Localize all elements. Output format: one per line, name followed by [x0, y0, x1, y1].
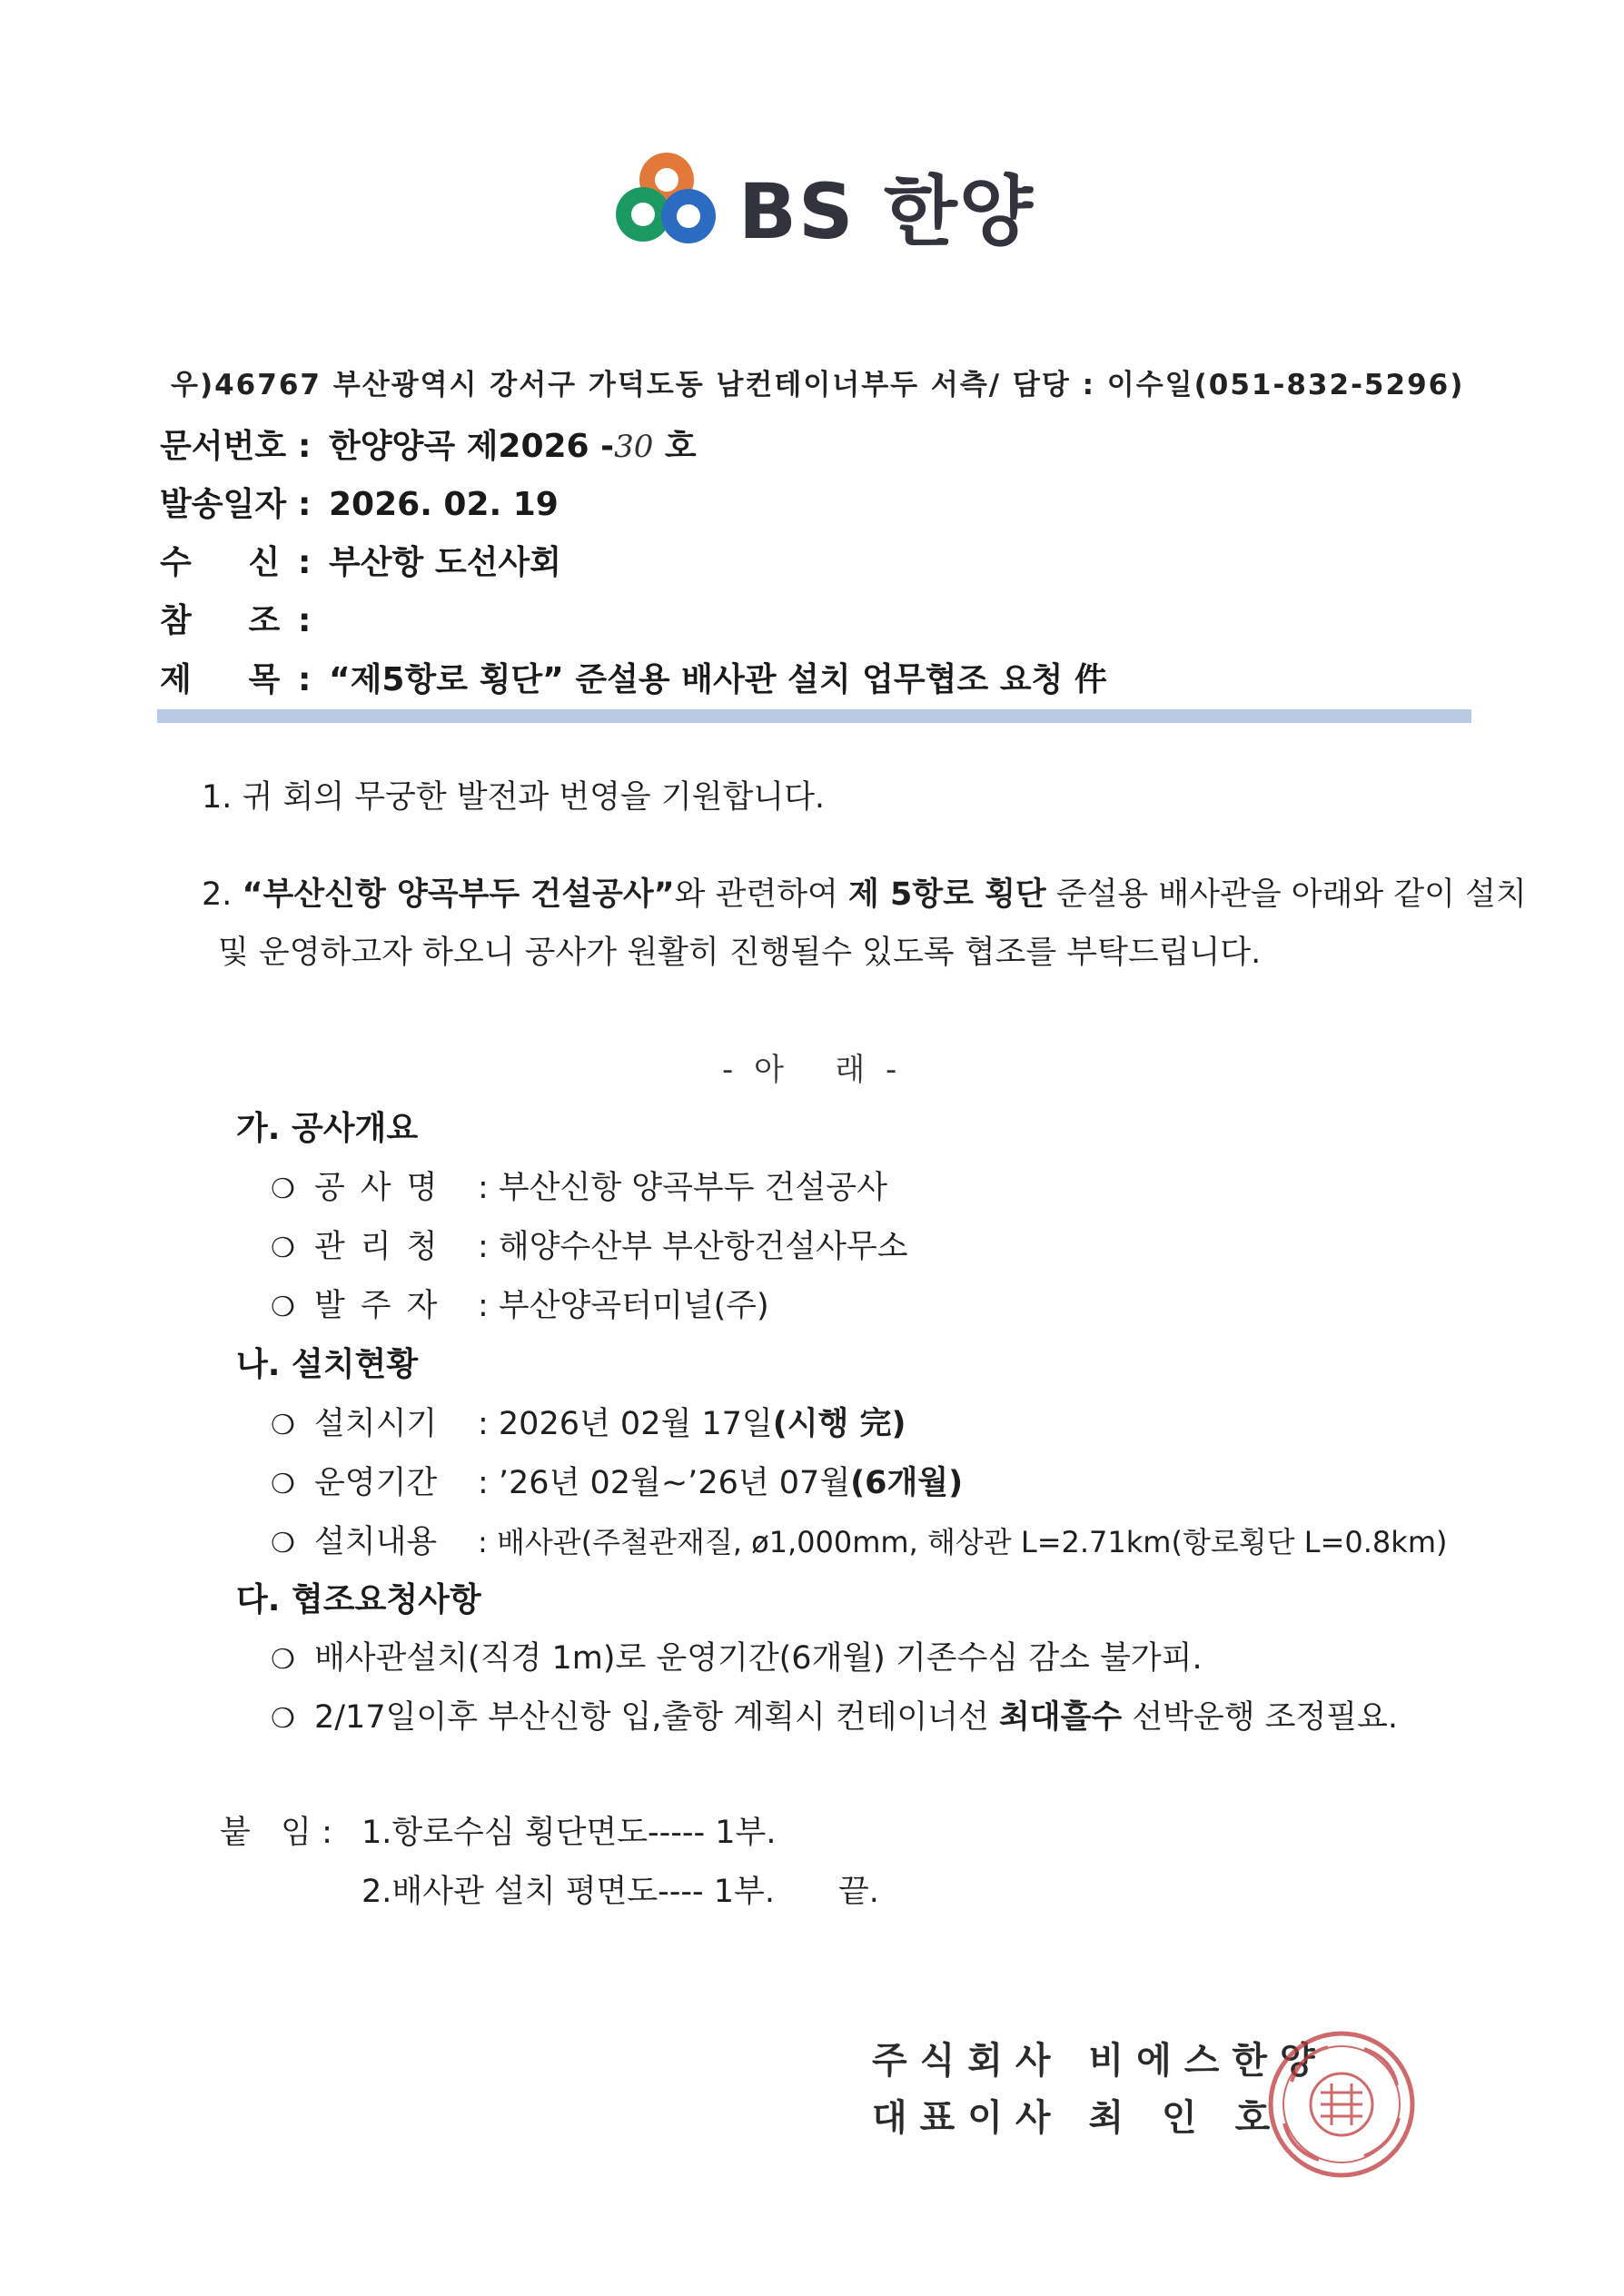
- bullet-icon: ❍: [271, 1703, 295, 1735]
- send-date-row: [160, 479, 559, 525]
- attachment-label: 붙 임 :: [220, 1815, 332, 1851]
- colon: :: [298, 486, 312, 523]
- list-item: [271, 1633, 1203, 1678]
- section-ga-title: 가. 공사개요: [236, 1110, 419, 1147]
- attachment-item-2: 2.배사관 설치 평면도---- 1부.: [361, 1874, 775, 1910]
- company-seal-icon: [1264, 2027, 1419, 2182]
- list-item: [271, 1163, 887, 1208]
- item-key: 설치내용: [314, 1524, 438, 1560]
- send-date-value: 2026. 02. 19: [329, 486, 559, 523]
- colon: :: [298, 602, 312, 639]
- p2-project-name: “부산신항 양곡부두 건설공사”: [242, 876, 675, 913]
- ceo-name: 대표이사 최 인 호: [872, 2097, 1283, 2139]
- sender-address: 우)46767 부산광역시 강서구 가덕도동 남컨테이너부두 서측/ 담당 : 이수일(051-832-5296): [171, 369, 1465, 401]
- item-key: 운영기간: [314, 1465, 438, 1501]
- item-text-suffix: 선박운행 조정필요.: [1122, 1699, 1399, 1736]
- doc-number-handwritten: 30: [614, 429, 654, 465]
- colon: :: [298, 544, 312, 581]
- item-key: 발주자: [314, 1288, 453, 1324]
- attachment-row-2: [361, 1866, 879, 1912]
- bullet-icon: ❍: [271, 1528, 295, 1559]
- doc-number-value: 한양양곡 제2026 -: [329, 428, 615, 465]
- item-value: : 2026년 02월 17일: [478, 1406, 773, 1442]
- item-key: 관리청: [314, 1229, 453, 1265]
- paragraph-2-line-1: [202, 869, 1527, 915]
- list-item: [271, 1222, 908, 1267]
- reference-label: 참 조: [160, 602, 281, 639]
- bullet-icon: ❍: [271, 1644, 295, 1676]
- doc-number-suffix: 호: [664, 428, 697, 465]
- item-note: (시행 完): [772, 1406, 906, 1442]
- item-emphasis: 최대흘수: [998, 1699, 1123, 1736]
- p2-mid: 와 관련하여: [674, 876, 848, 913]
- item-value: : 부산양곡터미널(주): [478, 1288, 769, 1324]
- bullet-icon: ❍: [271, 1469, 295, 1500]
- header-divider: [157, 709, 1471, 723]
- doc-number-row: [160, 421, 697, 467]
- subject-label: 제 목: [160, 661, 281, 698]
- bullet-icon: ❍: [271, 1173, 295, 1205]
- list-item: [271, 1399, 906, 1444]
- item-text: 배사관설치(직경 1m)로 운영기간(6개월) 기존수심 감소 불가피.: [314, 1640, 1203, 1677]
- bullet-icon: ❍: [271, 1292, 295, 1323]
- attachment-item-1: 1.항로수심 횡단면도----- 1부.: [361, 1815, 777, 1851]
- subject-row: [160, 654, 1107, 700]
- send-date-label: 발송일자: [160, 486, 287, 523]
- company-logo: [607, 144, 1035, 256]
- item-value: : 배사관(주철관재질, ø1,000mm, 해상관 L=2.71km(항로횡단 L=0.8km): [478, 1525, 1448, 1559]
- item-value: : ’26년 02월~’26년 07월: [478, 1465, 851, 1501]
- attachment-row-1: [220, 1807, 776, 1853]
- item-value: : 부산신항 양곡부두 건설공사: [478, 1170, 887, 1206]
- list-item: [271, 1458, 963, 1503]
- recipient-value: 부산항 도선사회: [329, 544, 561, 581]
- item-key: 공사명: [314, 1170, 453, 1206]
- colon: :: [298, 661, 312, 698]
- company-name: 주식회사 비에스한양: [872, 2040, 1328, 2082]
- item-text: 2/17일이후 부산신항 입,출항 계획시 컨테이너선: [314, 1699, 999, 1736]
- bullet-icon: ❍: [271, 1410, 295, 1441]
- item-note: (6개월): [850, 1465, 964, 1501]
- bullet-icon: ❍: [271, 1232, 295, 1264]
- end-mark: 끝.: [837, 1874, 879, 1910]
- recipient-label: 수 신: [160, 544, 281, 581]
- section-na-title: 나. 설치현황: [236, 1346, 419, 1383]
- p2-route: 제 5항로 횡단: [847, 876, 1046, 913]
- list-item: [271, 1517, 1447, 1562]
- below-heading: - 아 래 -: [722, 1052, 903, 1088]
- p2-rest: 준설용 배사관을 아래와 같이 설치: [1045, 876, 1527, 913]
- logo-text: BS 한양: [738, 167, 1035, 256]
- doc-number-label: 문서번호: [160, 428, 287, 465]
- item-value: : 해양수산부 부산항건설사무소: [478, 1229, 908, 1265]
- reference-row: [160, 595, 329, 641]
- p2-prefix: 2.: [202, 876, 243, 913]
- item-key: 설치시기: [314, 1406, 438, 1442]
- list-item: [271, 1692, 1398, 1737]
- list-item: [271, 1281, 769, 1326]
- recipient-row: [160, 537, 561, 583]
- paragraph-2-line-2: 및 운영하고자 하오니 공사가 원활히 진행될수 있도록 협조를 부탁드립니다.: [218, 935, 1262, 971]
- colon: :: [298, 428, 312, 465]
- paragraph-1: 1. 귀 회의 무궁한 발전과 번영을 기원합니다.: [202, 779, 826, 816]
- subject-value: “제5항로 횡단” 준설용 배사관 설치 업무협조 요청 件: [329, 661, 1107, 698]
- section-da-title: 다. 협조요청사항: [236, 1581, 481, 1618]
- logo-icon: [607, 144, 725, 252]
